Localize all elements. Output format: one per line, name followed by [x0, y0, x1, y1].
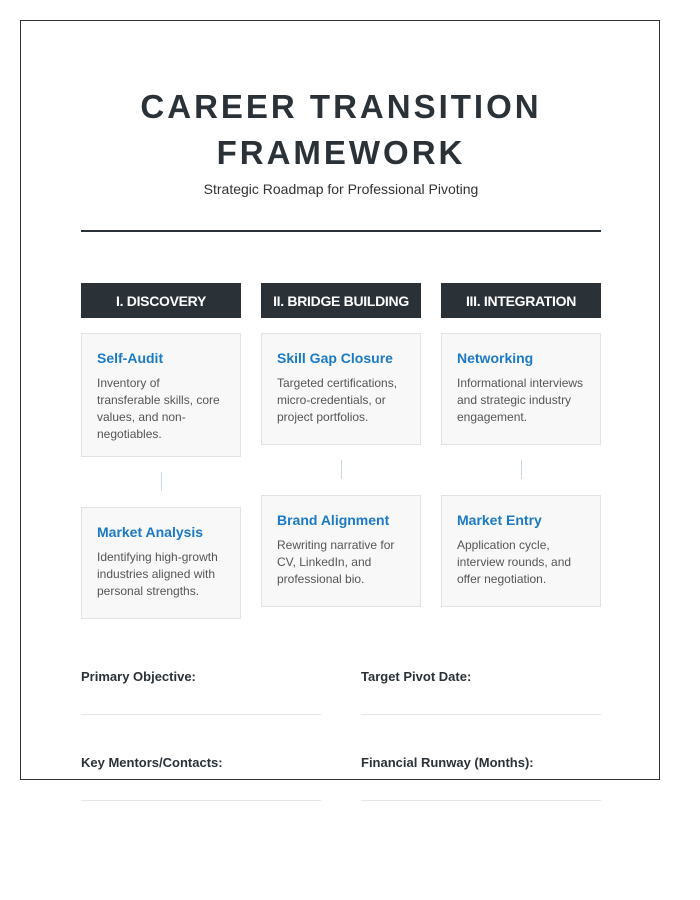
step-card-title: Market Entry: [457, 512, 542, 528]
phase-header-integration: III. INTEGRATION: [441, 283, 601, 318]
step-card-description: Inventory of transferable skills, core values, and non-negotiables.: [97, 376, 220, 441]
field-input-line[interactable]: [81, 800, 321, 801]
step-card-title: Brand Alignment: [277, 512, 390, 528]
step-card-self-audit: [81, 333, 241, 457]
field-label: Financial Runway (Months):: [361, 755, 534, 770]
step-connector: [441, 460, 601, 479]
step-card-title: Skill Gap Closure: [277, 350, 393, 366]
step-card-networking: [441, 333, 601, 445]
step-card-skill-gap-closure: [261, 333, 421, 445]
title-line-2: FRAMEWORK: [216, 134, 466, 171]
step-card-description: Application cycle, interview rounds, and offer negotiation.: [457, 538, 572, 586]
phase-header-discovery: I. DISCOVERY: [81, 283, 241, 318]
step-card-brand-alignment: [261, 495, 421, 607]
phase-column-discovery: [81, 283, 241, 619]
field-input-line[interactable]: [81, 714, 321, 715]
step-card-description: Targeted certifications, micro-credentials, or project portfolios.: [277, 376, 398, 424]
field-input-line[interactable]: [361, 800, 601, 801]
field-label: Target Pivot Date:: [361, 669, 472, 684]
page-subtitle: Strategic Roadmap for Professional Pivoting: [203, 181, 479, 197]
step-card-title: Market Analysis: [97, 524, 204, 540]
phase-header-bridge-building: II. BRIDGE BUILDING: [261, 283, 421, 318]
field-key-mentors: [81, 755, 321, 801]
field-target-pivot-date: [361, 669, 601, 715]
phase-column-bridge-building: [261, 283, 421, 607]
page-title: [81, 84, 601, 176]
step-card-market-analysis: [81, 507, 241, 619]
step-card-description: Rewriting narrative for CV, LinkedIn, and professional bio.: [277, 538, 395, 586]
field-input-line[interactable]: [361, 714, 601, 715]
step-card-title: Self-Audit: [97, 350, 164, 366]
step-card-market-entry: [441, 495, 601, 607]
title-line-1: CAREER TRANSITION: [140, 88, 542, 125]
header-divider: [81, 230, 601, 232]
step-card-title: Networking: [457, 350, 534, 366]
step-connector: [81, 472, 241, 491]
phase-column-integration: [441, 283, 601, 607]
field-financial-runway: [361, 755, 601, 801]
step-card-description: Informational interviews and strategic industry engagement.: [457, 376, 584, 424]
field-label: Key Mentors/Contacts:: [81, 755, 223, 770]
step-card-description: Identifying high-growth industries aligned with personal strengths.: [97, 550, 218, 598]
field-label: Primary Objective:: [81, 669, 196, 684]
step-connector: [261, 460, 421, 479]
field-primary-objective: [81, 669, 321, 715]
